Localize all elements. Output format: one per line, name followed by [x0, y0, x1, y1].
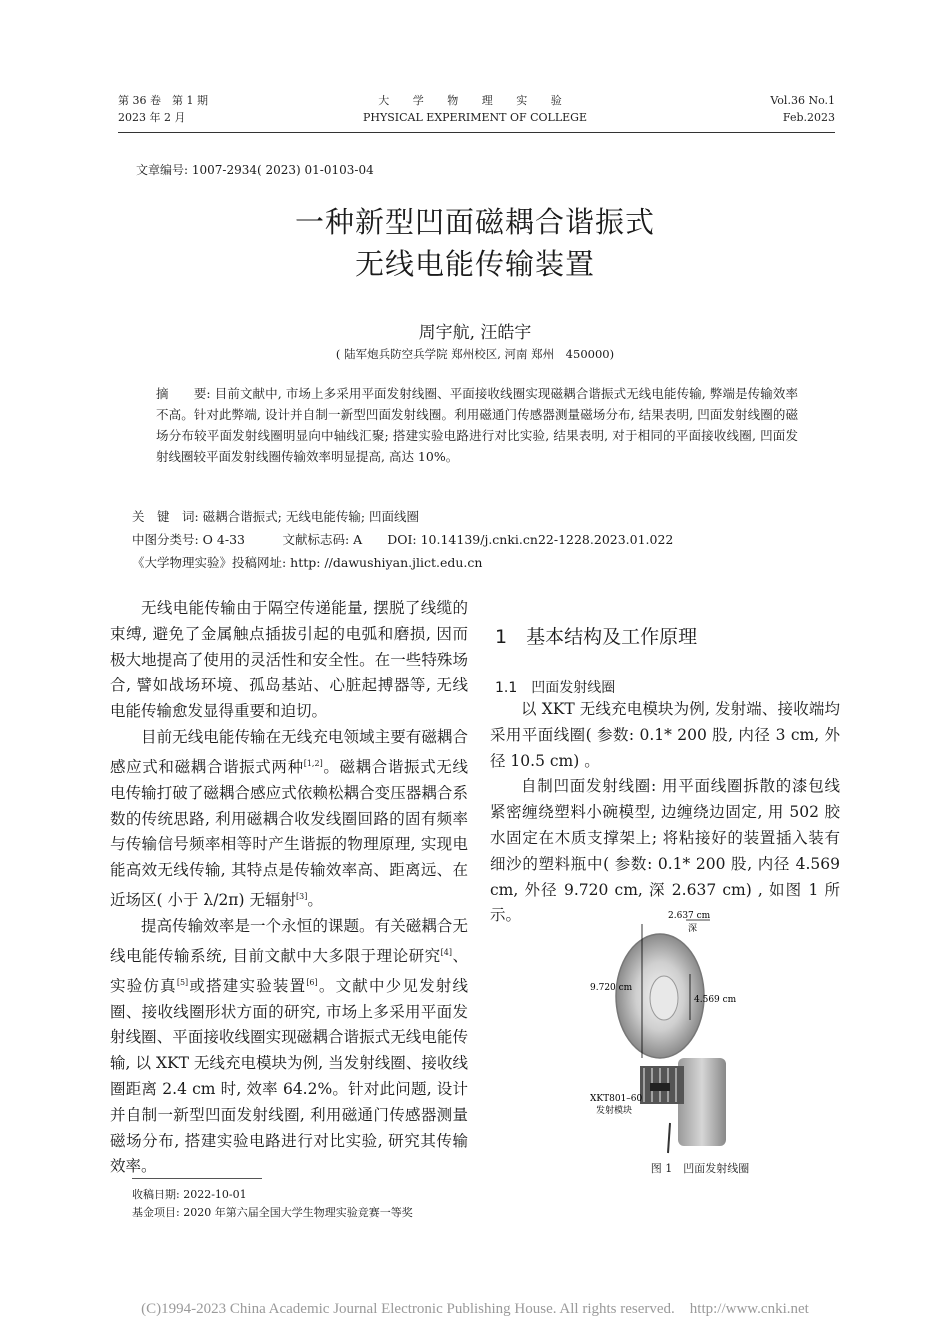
paragraph-coil: 自制凹面发射线圈: 用平面线圈拆散的漆包线紧密缠绕塑料小碗模型, 边缠绕边固定, 用 502 胶水固定在木质支撑架上; 将粘接好的装置插入装有细沙的塑料瓶中( 参数: 0.1* 200 股, 内径 4.569 cm, 外径 9.720 cm, 深 2.637 cm) , 如图 1 所示。 — [490, 777, 840, 925]
text-run: 或搭建实验装置 — [188, 976, 307, 995]
title-line-2: 无线电能传输装置 — [354, 247, 595, 281]
text-run: 提高传输效率是一个永恒的课题。有关磁耦合无线电能传输系统, 目前文献中大多限于理论研究 — [110, 916, 468, 965]
module-board — [650, 1083, 670, 1091]
module-label: XKT801–60 — [590, 1094, 643, 1104]
classification: 中图分类号: O 4-33 文献标志码: A DOI: 10.14139/j.cnki.cn22-1228.2023.01.022 — [132, 532, 674, 547]
article-number: 文章编号: 1007-2934( 2023) 01-0103-04 — [136, 163, 374, 177]
authors: 周宇航, 汪皓宇 — [418, 323, 532, 343]
abstract-text: 目前文献中, 市场上多采用平面发射线圈、平面接收线圈实现磁耦合谐振式无线电能传输, 弊端是传输效率不高。针对此弊端, 设计并自制一新型凹面发射线圈。利用磁通门传感器测量磁场分布, 结果表明, 凹面发射线圈的磁场分布较平面发射线圈明显向中轴线汇聚; 搭建实验电路进行对比实验, 结果表明, 对于相同的平面接收线圈, 凹面发射线圈较平面发射线圈传输效率明显提高, 高达 10%。 — [156, 386, 798, 464]
header-rule — [118, 132, 835, 133]
website: 《大学物理实验》投稿网址: http: //dawushiyan.jlict.edu.cn — [132, 555, 483, 570]
text-run: 。磁耦合谐振式无线电传输打破了磁耦合感应式依赖松耦合变压器耦合系数的传统思路, 利用磁耦合收发线圈回路的固有频率与传输信号频率相等时产生谐振的物理原理, 实现电能高效无线传输, 其特点是传输效率高、距离远、在近场区( 小于 λ/2π) 无辐射 — [110, 757, 468, 910]
paragraph-intro: 无线电能传输由于隔空传递能量, 摆脱了线缆的束缚, 避免了金属触点插拔引起的电弧和磨损, 因而极大地提高了使用的灵活性和安全性。在一些特殊场合, 譬如战场环境、孤岛基站、心脏起搏器等, 无线电能传输愈发显得重要和迫切。 — [110, 599, 468, 721]
keywords: 关 键 词: 磁耦合谐振式; 无线电能传输; 凹面线圈 — [132, 509, 420, 524]
citation[interactable]: [4] — [440, 947, 452, 957]
section-heading-1: 1 基本结构及工作原理 — [495, 626, 698, 648]
depth-label: 深 — [688, 924, 698, 934]
figure-concave-coil — [590, 908, 770, 1158]
text-run: 目前无线电能传输在无线充电领域主要有磁耦合感应式和磁耦合谐振式两种 — [110, 727, 468, 776]
fund-info: 基金项目: 2020 年第六届全国大学生物理实验竞赛一等奖 — [132, 1206, 413, 1219]
paragraph-methods — [110, 725, 468, 914]
text-run: 、实验仿真 — [110, 946, 468, 995]
abstract-label: 摘 要: — [156, 386, 211, 401]
bottle-shape — [678, 1058, 726, 1146]
header-left — [118, 92, 208, 126]
outer-diameter: 9.720 cm — [590, 983, 633, 993]
cable — [668, 1123, 670, 1153]
inner-diameter: 4.569 cm — [694, 995, 737, 1005]
header-center — [300, 92, 650, 126]
volume-info: 第 36 卷 第 1 期 — [118, 94, 208, 107]
title-line-1: 一种新型凹面磁耦合谐振式 — [294, 205, 655, 239]
citation[interactable]: [5] — [176, 977, 189, 987]
depth-dimension: 2.637 cm — [668, 911, 711, 921]
module-label-cn: 发射模块 — [596, 1106, 633, 1116]
figure-caption: 图 1 凹面发射线圈 — [650, 1162, 750, 1175]
volume-en: Vol.36 No.1 — [770, 94, 835, 107]
abstract — [156, 383, 798, 467]
citation[interactable]: [6] — [306, 977, 318, 987]
citation[interactable]: [1,2] — [303, 758, 323, 768]
text-run: 。文献中少见发射线圈、接收线圈形状方面的研究, 市场上多采用平面发射线圈、平面接收线圈实现磁耦合谐振式无线电能传输, 以 XKT 无线充电模块为例, 当发射线圈、接收线圈距离 2.4 cm 时, 效率 64.2%。针对此问题, 设计并自制一新型凹面发射线圈, 利用磁通门传感器测量磁场分布, 搭建实验电路进行对比实验, 研究其传输效率。 — [110, 976, 468, 1176]
paper-title — [100, 201, 850, 285]
text-run: 。 — [307, 891, 323, 910]
issue-date: 2023 年 2 月 — [118, 111, 186, 124]
coil-center — [650, 976, 678, 1020]
paragraph-xkt: 以 XKT 无线充电模块为例, 发射端、接收端均采用平面线圈( 参数: 0.1* 200 股, 内径 3 cm, 外径 10.5 cm) 。 — [490, 700, 840, 770]
journal-name-cn: 大 学 物 理 实 验 — [378, 94, 572, 107]
left-column — [110, 596, 468, 1180]
right-column — [490, 697, 840, 929]
footnote-rule — [132, 1178, 262, 1179]
section-heading-1-1: 1.1 凹面发射线圈 — [495, 680, 616, 696]
journal-name-en: PHYSICAL EXPERIMENT OF COLLEGE — [362, 111, 587, 124]
citation[interactable]: [3] — [295, 891, 308, 901]
copyright-watermark: (C)1994-2023 China Academic Journal Electronic Publishing House. All rights reserved. http://www.cnki.net — [141, 1301, 809, 1317]
paragraph-problem — [110, 914, 468, 1180]
received-date: 收稿日期: 2022-10-01 — [132, 1188, 247, 1201]
header-right — [770, 92, 835, 126]
date-en: Feb.2023 — [782, 111, 835, 124]
affiliation: ( 陆军炮兵防空兵学院 郑州校区, 河南 郑州 450000) — [335, 347, 615, 361]
